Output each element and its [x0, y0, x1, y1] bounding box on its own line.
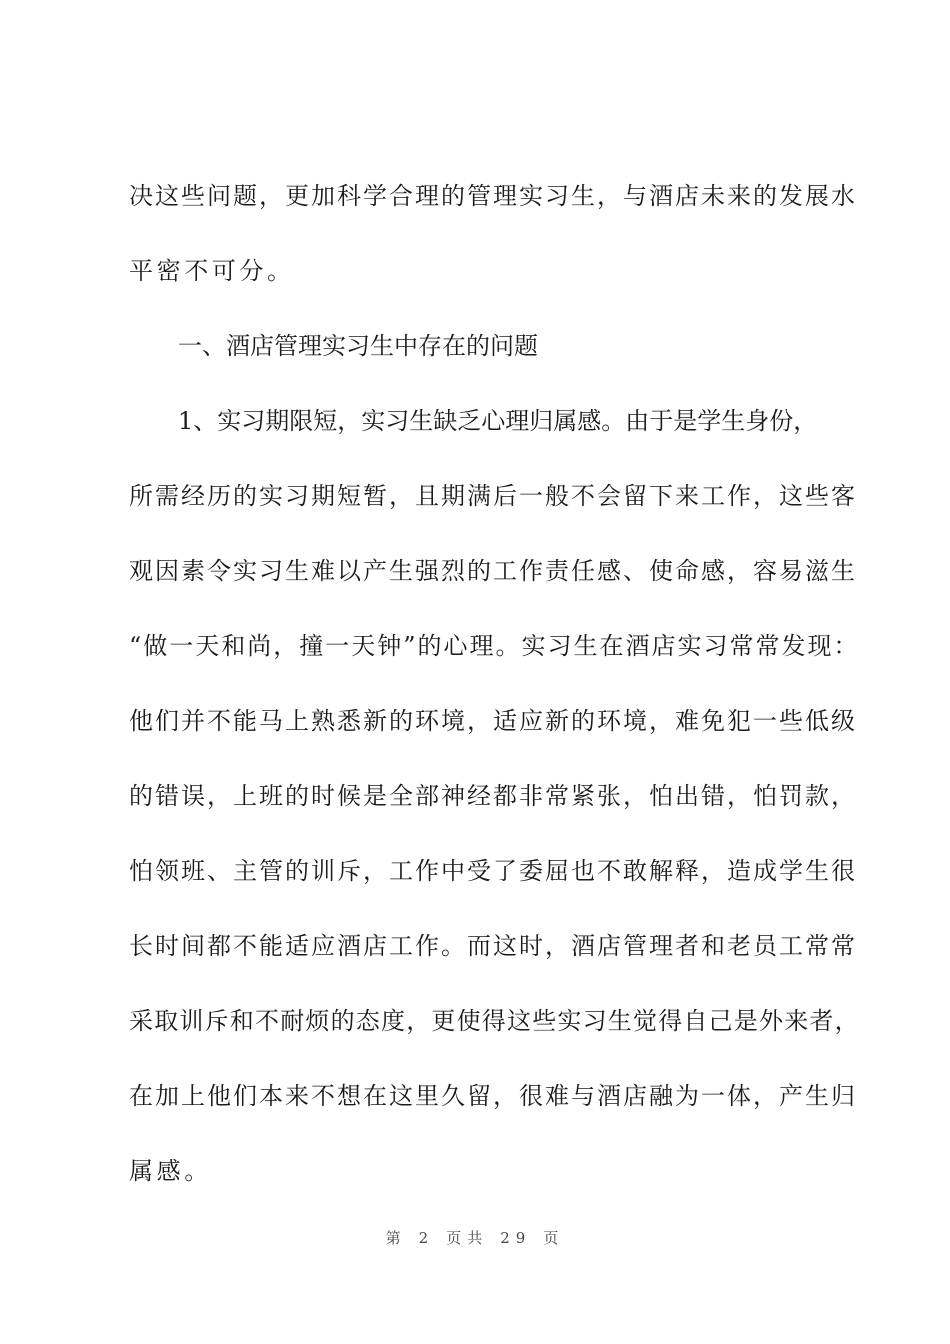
paragraph-line: 怕领班、主管的训斥，工作中受了委屈也不敢解释，造成学生很 — [129, 857, 857, 885]
paragraph-line: 采取训斥和不耐烦的态度，更使得这些实习生觉得自己是外来者， — [129, 1007, 860, 1035]
paragraph-line: 观因素令实习生难以产生强烈的工作责任感、使命感，容易滋生 — [129, 557, 857, 585]
paragraph-line: 的错误，上班的时候是全部神经都非常紧张，怕出错，怕罚款， — [129, 782, 857, 810]
section-heading: 一、酒店管理实习生中存在的问题 — [178, 332, 538, 360]
footer-middle: 页共 — [446, 1229, 489, 1247]
footer-prefix: 第 — [385, 1229, 407, 1247]
paragraph-line: 长时间都不能适应酒店工作。而这时，酒店管理者和老员工常常 — [129, 932, 857, 960]
paragraph-line: 所需经历的实习期短暂，且期满后一般不会留下来工作，这些客 — [129, 482, 857, 510]
paragraph-line: 他们并不能马上熟悉新的环境，适应新的环境，难免犯一些低级 — [129, 707, 857, 735]
paragraph-line: 平密不可分。 — [129, 257, 295, 285]
footer-total-pages: 29 — [500, 1229, 532, 1247]
footer-page-number: 2 — [418, 1229, 435, 1247]
page-number-footer — [0, 1228, 950, 1248]
paragraph-line: 在加上他们本来不想在这里久留，很难与酒店融为一体，产生归 — [129, 1082, 857, 1110]
paragraph-line: 1、实习期限短，实习生缺乏心理归属感。由于是学生身份， — [178, 407, 818, 435]
paragraph-line: “做一天和尚，撞一天钟”的心理。实习生在酒店实习常常发现： — [129, 632, 860, 660]
paragraph-line: 决这些问题，更加科学合理的管理实习生，与酒店未来的发展水 — [129, 182, 857, 210]
paragraph-line: 属感。 — [129, 1157, 212, 1185]
footer-suffix: 页 — [543, 1229, 565, 1247]
